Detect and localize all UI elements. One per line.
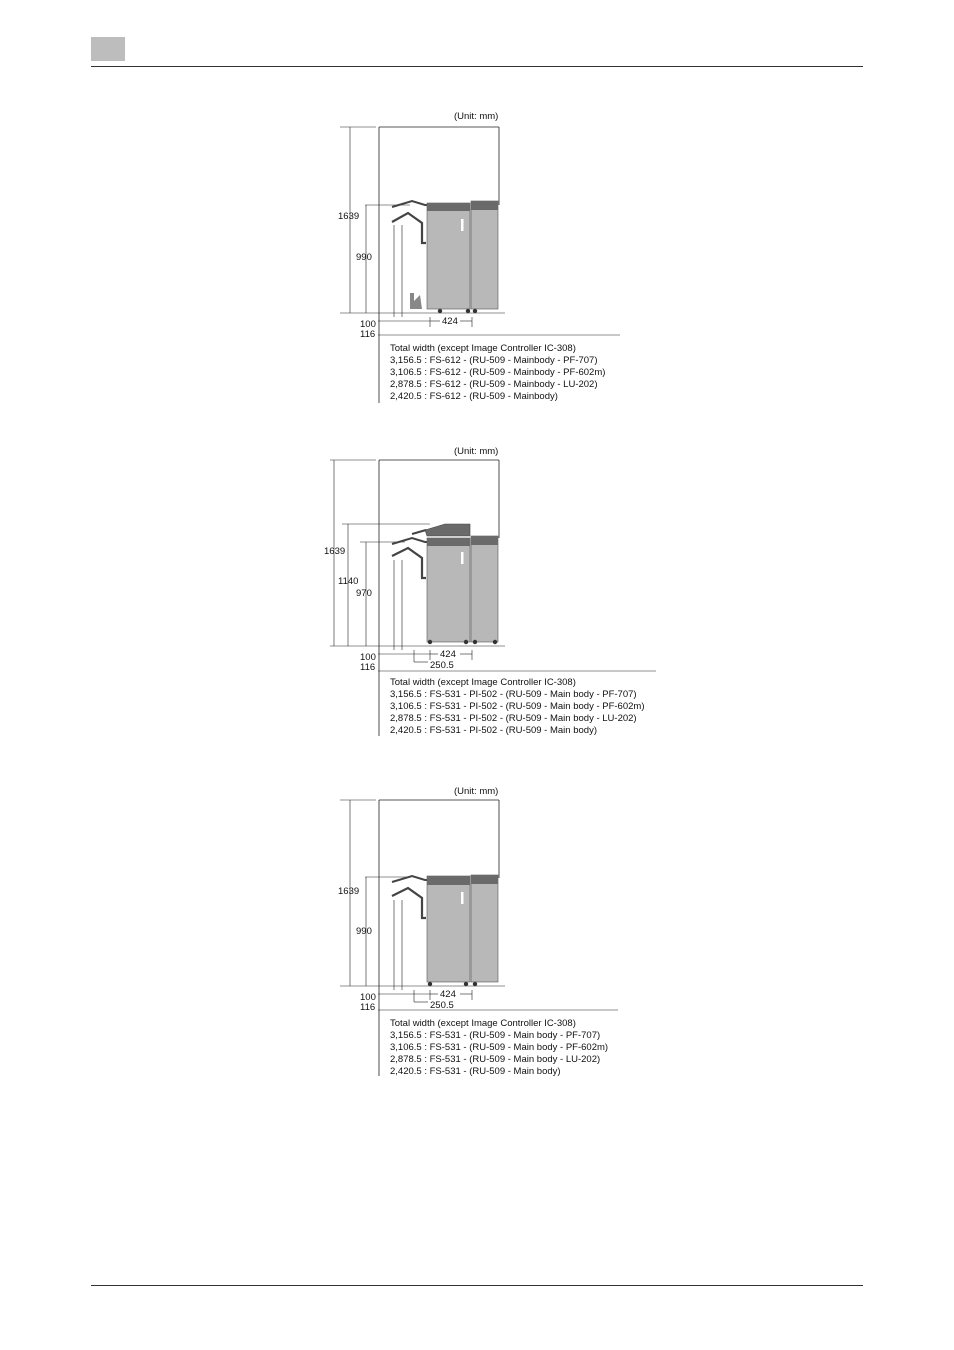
caption-row: 3,156.5 : FS-531 - PI-502 - (RU-509 - Main body - PF-707): [390, 689, 637, 700]
figure-3-drawing: [330, 778, 630, 1013]
unit-label: (Unit: mm): [454, 446, 499, 457]
caption-row: 2,420.5 : FS-531 - (RU-509 - Main body): [390, 1066, 561, 1077]
figure-2: [324, 438, 660, 673]
caption-title: Total width (except Image Controller IC-308): [390, 343, 576, 354]
caption-row: 2,420.5 : FS-612 - (RU-509 - Mainbody): [390, 391, 558, 402]
figure-3: [330, 778, 630, 1013]
caption-title: Total width (except Image Controller IC-308): [390, 1018, 576, 1029]
dim-left-b: 116: [360, 329, 376, 340]
caption-1: [390, 343, 605, 403]
dim-total-height: 1639: [338, 211, 360, 222]
footer-rule: [91, 1285, 863, 1286]
caption-row: 3,106.5 : FS-531 - (RU-509 - Main body - PF-602m): [390, 1042, 609, 1053]
caption-row: 3,106.5 : FS-612 - (RU-509 - Mainbody - PF-602m): [390, 367, 606, 378]
dim-height-1: 990: [356, 926, 372, 937]
dim-height-2: 970: [356, 588, 372, 599]
figure-1: [330, 105, 630, 340]
caption-row: 2,878.5 : FS-531 - (RU-509 - Main body - LU-202): [390, 1054, 601, 1065]
figure-1-drawing: [330, 105, 630, 340]
caption-row: 2,420.5 : FS-531 - PI-502 - (RU-509 - Main body): [390, 725, 597, 736]
dim-left-a: 100: [360, 652, 376, 663]
caption-row: 3,156.5 : FS-612 - (RU-509 - Mainbody - PF-707): [390, 355, 598, 366]
caption-row: 2,878.5 : FS-531 - PI-502 - (RU-509 - Main body - LU-202): [390, 713, 637, 724]
dim-height-1: 1140: [338, 576, 359, 587]
dim-left-a: 100: [360, 992, 376, 1003]
caption-title: Total width (except Image Controller IC-308): [390, 677, 576, 688]
dim-height-1: 990: [356, 252, 372, 263]
dim-right: 424: [440, 989, 456, 1000]
dim-total-height: 1639: [324, 546, 346, 557]
unit-label: (Unit: mm): [454, 111, 499, 122]
unit-label: (Unit: mm): [454, 786, 499, 797]
dim-total-height: 1639: [338, 886, 360, 897]
dim-offset: 250.5: [430, 1000, 454, 1011]
dim-left-b: 116: [360, 1002, 376, 1013]
caption-3: [390, 1018, 608, 1078]
dim-offset: 250.5: [430, 660, 454, 671]
dim-right: 424: [442, 316, 458, 327]
caption-row: 3,106.5 : FS-531 - PI-502 - (RU-509 - Main body - PF-602m): [390, 701, 645, 712]
figure-2-drawing: [324, 438, 660, 673]
caption-row: 3,156.5 : FS-531 - (RU-509 - Main body - PF-707): [390, 1030, 601, 1041]
header-rule: [91, 66, 863, 67]
caption-2: [390, 677, 645, 737]
caption-row: 2,878.5 : FS-612 - (RU-509 - Mainbody - LU-202): [390, 379, 598, 390]
chapter-tab: [91, 37, 125, 61]
dim-left-a: 100: [360, 319, 376, 330]
dim-left-b: 116: [360, 662, 376, 673]
dim-right: 424: [440, 649, 456, 660]
